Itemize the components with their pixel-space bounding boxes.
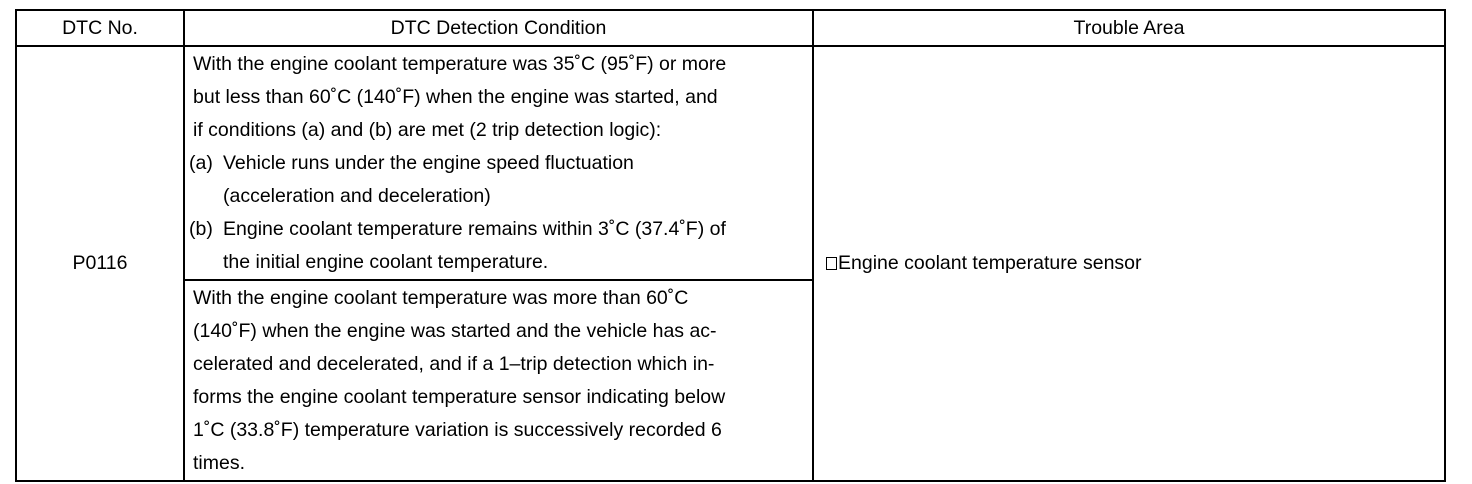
condition-2-line: With the engine coolant temperature was more than 60˚C bbox=[193, 287, 689, 309]
condition-item-b-text: Engine coolant temperature remains within 3˚C (37.4˚F) of bbox=[223, 218, 726, 240]
condition-2-line: times. bbox=[193, 452, 246, 474]
dtc-code-cell bbox=[16, 46, 184, 481]
condition-item-a-text: (acceleration and deceleration) bbox=[223, 185, 491, 207]
detection-condition-2 bbox=[184, 280, 813, 481]
table-header-row bbox=[16, 10, 1445, 46]
condition-item-b-label: (b) bbox=[189, 218, 213, 240]
condition-2-line: 1˚C (33.8˚F) temperature variation is successively recorded 6 bbox=[193, 419, 722, 441]
trouble-area-text: Engine coolant temperature sensor bbox=[838, 252, 1142, 274]
table-row bbox=[16, 46, 1445, 280]
condition-1-line: but less than 60˚C (140˚F) when the engine was started, and bbox=[193, 86, 718, 108]
condition-item-a bbox=[189, 147, 806, 213]
dtc-table bbox=[15, 9, 1446, 482]
condition-2-line: celerated and decelerated, and if a 1–trip detection which in- bbox=[193, 353, 715, 375]
header-detection-condition: DTC Detection Condition bbox=[184, 10, 813, 46]
condition-item-a-label: (a) bbox=[189, 152, 213, 174]
detection-condition-1 bbox=[184, 46, 813, 280]
condition-item-b bbox=[189, 213, 806, 279]
header-trouble-area: Trouble Area bbox=[813, 10, 1445, 46]
condition-item-a-text: Vehicle runs under the engine speed fluctuation bbox=[223, 152, 634, 174]
header-dtc-no: DTC No. bbox=[16, 10, 184, 46]
condition-2-line: forms the engine coolant temperature sensor indicating below bbox=[193, 386, 726, 408]
condition-1-line: if conditions (a) and (b) are met (2 trip detection logic): bbox=[193, 119, 662, 141]
trouble-area-cell bbox=[813, 46, 1445, 481]
checkbox-square-icon bbox=[826, 257, 837, 270]
condition-2-line: (140˚F) when the engine was started and the vehicle has ac- bbox=[193, 320, 717, 342]
condition-item-b-text: the initial engine coolant temperature. bbox=[223, 251, 549, 273]
dtc-code: P0116 bbox=[72, 252, 128, 274]
condition-1-line: With the engine coolant temperature was 35˚C (95˚F) or more bbox=[193, 53, 727, 75]
